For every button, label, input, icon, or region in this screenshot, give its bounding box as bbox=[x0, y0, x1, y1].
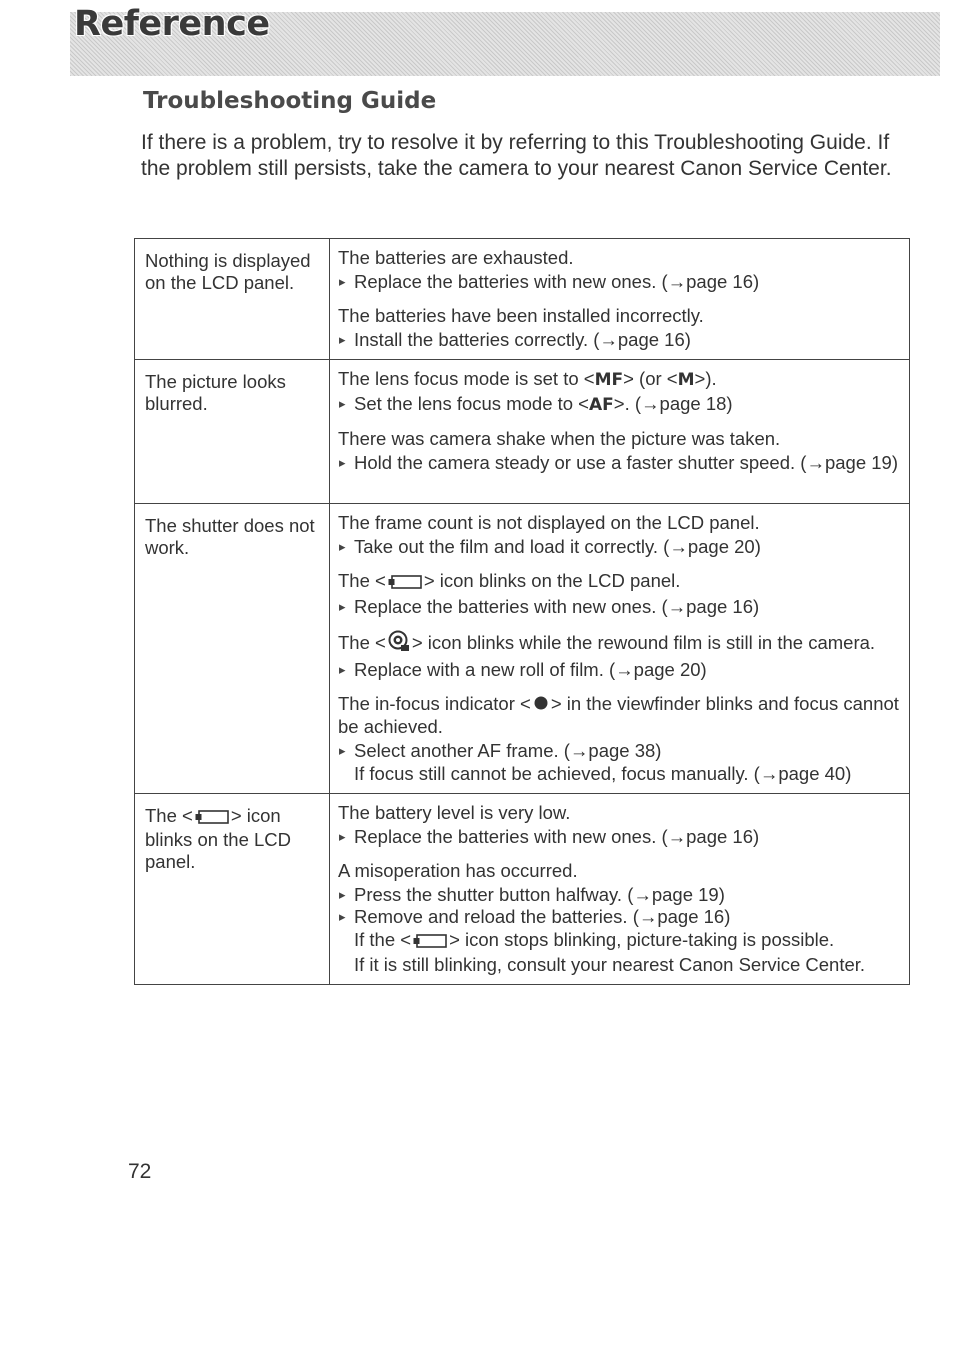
page-number: 72 bbox=[128, 1160, 152, 1183]
problem-cell bbox=[135, 794, 330, 985]
solutions-cell bbox=[330, 794, 910, 985]
remedy-text: ▸ Take out the film and load it correctly. (→page 20) bbox=[338, 536, 899, 558]
troubleshooting-table bbox=[134, 238, 910, 985]
cause-text-part: > (or < bbox=[623, 368, 678, 389]
cause-text-part: > icon blinks on the LCD panel. bbox=[423, 570, 681, 591]
focus-mode-af: AF bbox=[589, 395, 614, 415]
problem-cell: Nothing is displayed on the LCD panel. bbox=[135, 239, 330, 360]
cause-text bbox=[338, 693, 899, 738]
remedy-text: ▸ Press the shutter button halfway. (→page 19) bbox=[338, 884, 899, 906]
cause-text: The batteries are exhausted. bbox=[338, 247, 574, 268]
cause-group bbox=[338, 693, 899, 785]
problem-cell: The picture looks blurred. bbox=[135, 360, 330, 504]
note-text: If it is still blinking, consult your nearest Canon Service Center. bbox=[354, 954, 866, 975]
remedy-text-part: Set the lens focus mode to < bbox=[354, 393, 589, 414]
battery-icon bbox=[413, 931, 447, 953]
intro-paragraph: If there is a problem, try to resolve it by referring to this Troubleshooting Guide. If the problem still persists, take the camera to your nearest Canon Service Center. bbox=[141, 131, 892, 180]
table-row bbox=[135, 239, 910, 360]
cause-group bbox=[338, 802, 899, 848]
note-text-part: If the < bbox=[354, 929, 412, 950]
cause-group bbox=[338, 512, 899, 558]
cause-text-part: > icon blinks while the rewound film is still in the camera. bbox=[411, 632, 876, 653]
note-text: If focus still cannot be achieved, focus manually. (→page 40) bbox=[354, 763, 852, 784]
cause-text bbox=[338, 630, 899, 657]
cause-group bbox=[338, 305, 899, 351]
cause-text-part: The in-focus indicator < bbox=[338, 693, 531, 714]
remedy-text: ▸ Remove and reload the batteries. (→page 16) bbox=[338, 906, 899, 928]
problem-text-part: The < bbox=[145, 805, 193, 826]
cause-text bbox=[338, 570, 899, 594]
cause-text bbox=[338, 368, 899, 391]
film-cartridge-icon bbox=[388, 630, 410, 657]
section-heading: Reference bbox=[74, 4, 270, 44]
solutions-cell bbox=[330, 360, 910, 504]
cause-text: The frame count is not displayed on the LCD panel. bbox=[338, 512, 760, 533]
cause-text-part: > in the viewfinder blinks and focus cannot be achieved. bbox=[338, 693, 899, 737]
note-text-part: > icon stops blinking, picture-taking is possible. bbox=[449, 929, 835, 950]
remedy-text: ▸ Select another AF frame. (→page 38) bbox=[338, 740, 899, 762]
cause-text: A misoperation has occurred. bbox=[338, 860, 578, 881]
remedy-text: ▸ Hold the camera steady or use a faster shutter speed. (→page 19) bbox=[338, 452, 899, 474]
remedy-text-part: >. (→page 18) bbox=[613, 393, 733, 414]
problem-cell: The shutter does not work. bbox=[135, 504, 330, 794]
cause-text-part: The < bbox=[338, 632, 386, 653]
solutions-cell bbox=[330, 239, 910, 360]
remedy-text: ▸ Replace the batteries with new ones. (→page 16) bbox=[338, 271, 899, 293]
table-row bbox=[135, 504, 910, 794]
cause-group bbox=[338, 630, 899, 681]
remedy-text: ▸ Install the batteries correctly. (→page 16) bbox=[338, 329, 899, 351]
remedy-text: ▸ Replace the batteries with new ones. (→page 16) bbox=[338, 826, 899, 848]
battery-icon bbox=[388, 572, 422, 594]
remedy-text: ▸ Replace with a new roll of film. (→page 20) bbox=[338, 659, 899, 681]
note-text bbox=[338, 929, 899, 953]
battery-icon bbox=[195, 807, 229, 829]
cause-text-part: >). bbox=[694, 368, 717, 389]
cause-text: The battery level is very low. bbox=[338, 802, 571, 823]
cause-text-part: The < bbox=[338, 570, 386, 591]
cause-text: There was camera shake when the picture was taken. bbox=[338, 428, 781, 449]
solutions-cell bbox=[330, 504, 910, 794]
in-focus-dot-icon bbox=[533, 694, 549, 716]
cause-group bbox=[338, 570, 899, 618]
cause-group bbox=[338, 368, 899, 416]
page-title: Troubleshooting Guide bbox=[143, 88, 437, 114]
cause-group bbox=[338, 428, 899, 474]
remedy-text bbox=[338, 393, 899, 416]
cause-group bbox=[338, 860, 899, 976]
remedy-text: ▸ Replace the batteries with new ones. (→page 16) bbox=[338, 596, 899, 618]
table-row bbox=[135, 794, 910, 985]
cause-text: The batteries have been installed incorrectly. bbox=[338, 305, 704, 326]
cause-group bbox=[338, 247, 899, 293]
cause-text-part: The lens focus mode is set to < bbox=[338, 368, 595, 389]
focus-mode-mf: MF bbox=[594, 370, 624, 390]
table-row bbox=[135, 360, 910, 504]
problem-text-part: > icon blinks on the LCD panel. bbox=[145, 805, 292, 872]
focus-mode-m: M bbox=[677, 370, 695, 390]
